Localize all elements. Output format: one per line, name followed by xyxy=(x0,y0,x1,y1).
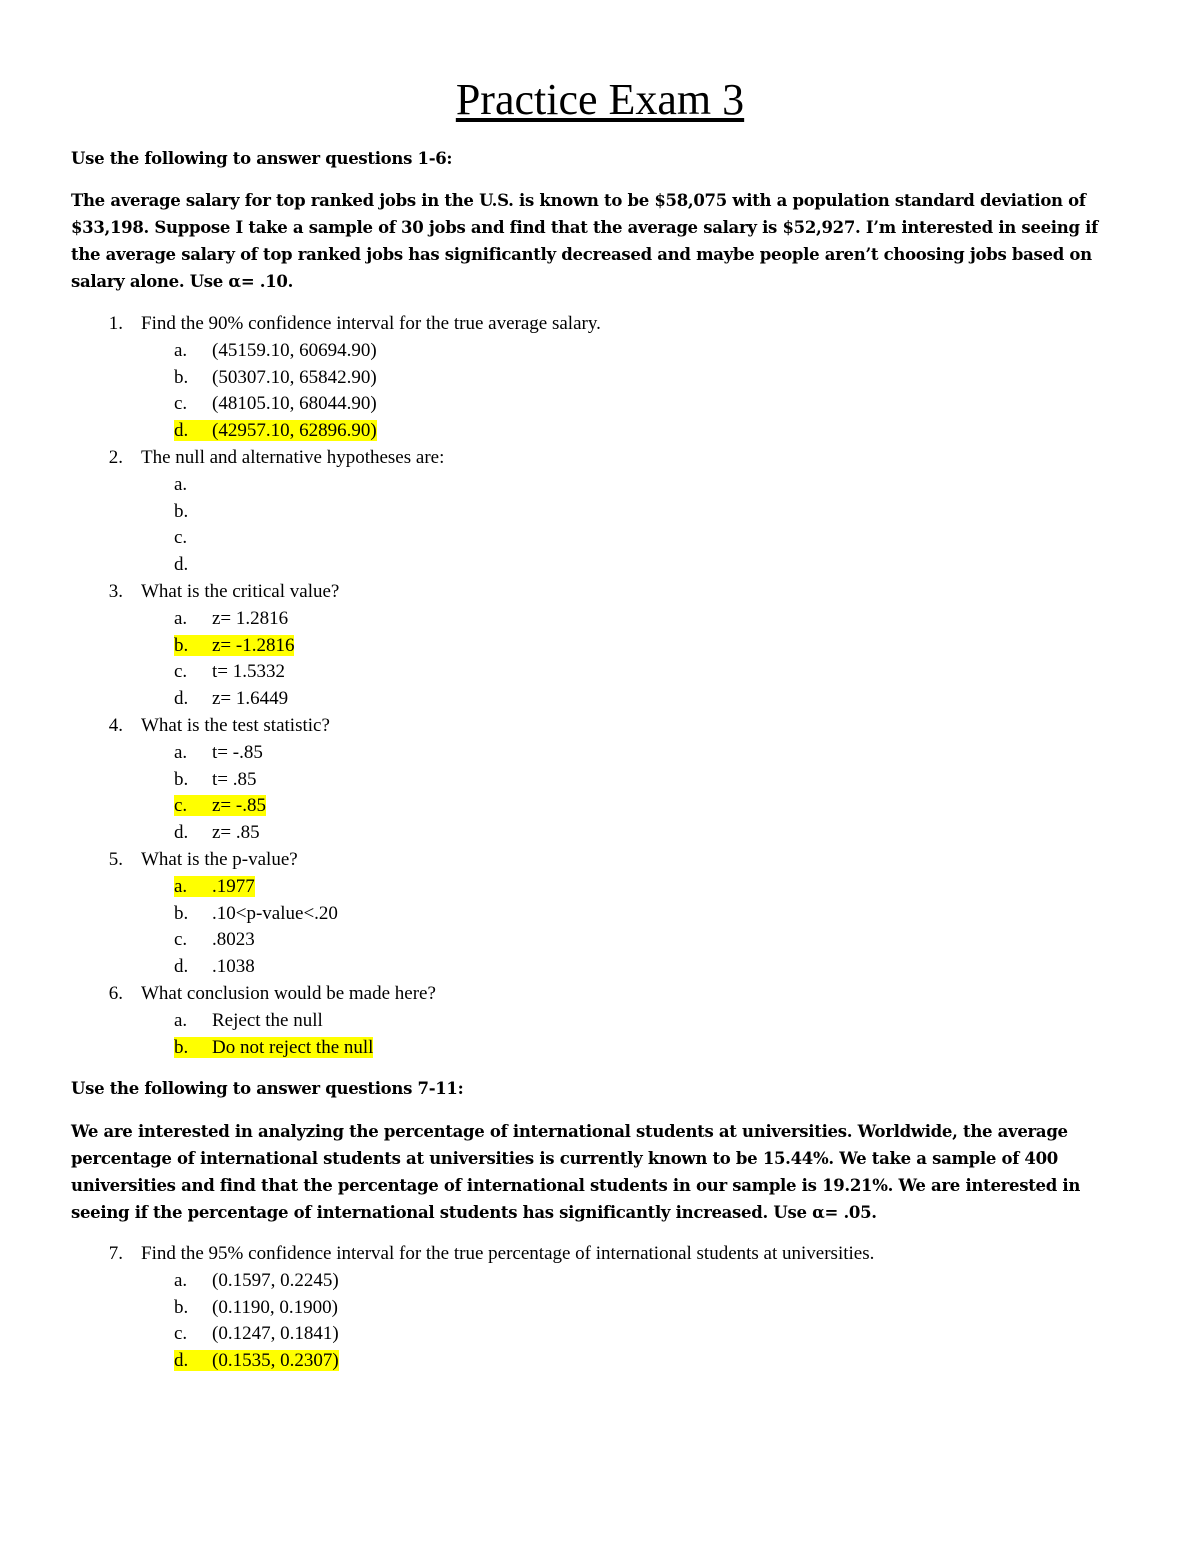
answer-option xyxy=(174,552,212,578)
answer-option xyxy=(174,767,257,793)
option-text: .8023 xyxy=(212,929,255,951)
option-text: (0.1190, 0.1900) xyxy=(212,1296,338,1318)
answer-option-content xyxy=(174,956,255,977)
answer-option xyxy=(174,793,266,819)
option-text: Reject the null xyxy=(212,1009,323,1031)
option-letter: c. xyxy=(174,527,188,549)
answer-option-content xyxy=(174,367,377,388)
highlighted-answer xyxy=(174,635,294,656)
question-number: 1. xyxy=(108,313,123,334)
option-letter: c. xyxy=(174,1323,188,1345)
answer-option xyxy=(174,659,285,685)
answer-option-content xyxy=(174,527,212,548)
answer-option xyxy=(174,1008,323,1034)
answer-option-content xyxy=(174,554,212,575)
option-text: (0.1247, 0.1841) xyxy=(212,1323,339,1345)
answer-option-content xyxy=(174,903,338,924)
section2-prompt: We are interested in analyzing the percentage of international students at universities. Worldwide, the average percentage of international students at universities is currently known to be 15.44%. We take a sample of 400 universities and find that the percentage of international students in our sample is 19.21%. We are interested in seeing if the percentage of international students has significantly increased. Use α= .05. xyxy=(71,1122,1081,1222)
answer-option-content xyxy=(174,661,285,682)
option-letter: d. xyxy=(174,554,189,576)
answer-option xyxy=(174,686,288,712)
option-letter: b. xyxy=(174,500,189,522)
answer-option xyxy=(174,525,212,551)
option-text: (0.1535, 0.2307) xyxy=(212,1350,339,1372)
section2-heading: Use the following to answer questions 7-11: xyxy=(71,1079,464,1098)
question-text: What is the p-value? xyxy=(141,849,298,870)
option-letter: b. xyxy=(174,902,189,924)
option-letter: a. xyxy=(174,1269,188,1291)
section1-heading: Use the following to answer questions 1-6: xyxy=(71,149,453,168)
option-letter: c. xyxy=(174,929,188,951)
highlighted-answer xyxy=(174,1350,339,1371)
answer-option xyxy=(174,633,294,659)
option-letter: a. xyxy=(174,875,188,897)
answer-option xyxy=(174,874,255,900)
option-text: (0.1597, 0.2245) xyxy=(212,1269,339,1291)
answer-option-content xyxy=(174,688,288,709)
option-text: (42957.10, 62896.90) xyxy=(212,420,377,442)
answer-option-content xyxy=(174,1297,338,1318)
option-letter: b. xyxy=(174,1296,189,1318)
question-number: 3. xyxy=(108,581,123,602)
answer-option xyxy=(174,927,255,953)
option-text: t= .85 xyxy=(212,768,257,790)
option-letter: a. xyxy=(174,741,188,763)
answer-option-content xyxy=(174,1270,339,1291)
question-text: What is the test statistic? xyxy=(141,715,330,736)
question-number: 5. xyxy=(108,849,123,870)
answer-option xyxy=(174,1035,373,1061)
answer-option xyxy=(174,820,260,846)
question-text: Find the 90% confidence interval for the true average salary. xyxy=(141,313,601,334)
option-text: z= -.85 xyxy=(212,795,266,817)
answer-option-content xyxy=(174,929,255,950)
option-letter: a. xyxy=(174,473,188,495)
page-title: Practice Exam 3 xyxy=(455,75,745,124)
highlighted-answer xyxy=(174,420,377,441)
option-text: z= .85 xyxy=(212,822,260,844)
option-text: Do not reject the null xyxy=(212,1036,374,1058)
question-number: 2. xyxy=(108,447,123,468)
answer-option xyxy=(174,338,377,364)
option-letter: b. xyxy=(174,1036,189,1058)
answer-option-content xyxy=(174,1323,339,1344)
highlighted-answer xyxy=(174,876,255,897)
option-letter: b. xyxy=(174,366,189,388)
answer-option xyxy=(174,391,377,417)
answer-option-content xyxy=(174,608,288,629)
option-letter: d. xyxy=(174,822,189,844)
answer-option xyxy=(174,606,288,632)
highlighted-answer xyxy=(174,1037,373,1058)
option-letter: d. xyxy=(174,420,189,442)
option-letter: b. xyxy=(174,634,189,656)
answer-option-content xyxy=(174,340,377,361)
question-number: 7. xyxy=(108,1243,123,1264)
answer-option xyxy=(174,901,338,927)
option-text: .1038 xyxy=(212,956,255,978)
answer-option-content xyxy=(174,393,377,414)
option-text: t= -.85 xyxy=(212,741,263,763)
question-text: What conclusion would be made here? xyxy=(141,983,436,1004)
option-text: t= 1.5332 xyxy=(212,661,285,683)
answer-option-content xyxy=(174,501,212,522)
question-text: Find the 95% confidence interval for the true percentage of international students at universities. xyxy=(141,1243,875,1264)
answer-option xyxy=(174,365,377,391)
option-text: (45159.10, 60694.90) xyxy=(212,339,377,361)
option-letter: a. xyxy=(174,339,188,361)
question-number: 4. xyxy=(108,715,123,736)
answer-option-content xyxy=(174,822,260,843)
option-letter: a. xyxy=(174,1009,188,1031)
option-letter: c. xyxy=(174,661,188,683)
answer-option-content xyxy=(174,769,257,790)
highlighted-answer xyxy=(174,795,266,816)
option-text: z= 1.2816 xyxy=(212,607,289,629)
answer-option xyxy=(174,1321,339,1347)
answer-option xyxy=(174,740,263,766)
option-text: (50307.10, 65842.90) xyxy=(212,366,377,388)
question-text: The null and alternative hypotheses are: xyxy=(141,447,445,468)
question-number: 6. xyxy=(108,983,123,1004)
question-text: What is the critical value? xyxy=(141,581,340,602)
answer-option-content xyxy=(174,742,263,763)
answer-option xyxy=(174,1348,339,1374)
option-letter: d. xyxy=(174,688,189,710)
answer-option-content xyxy=(174,474,212,495)
answer-option xyxy=(174,1295,338,1321)
answer-option xyxy=(174,472,212,498)
option-letter: c. xyxy=(174,795,188,817)
section1-prompt: The average salary for top ranked jobs in the U.S. is known to be $58,075 with a population standard deviation of $33,198. Suppose I take a sample of 30 jobs and find that the average salary is $52,927. I’m interested in seeing if the average salary of top ranked jobs has significantly decreased and maybe people aren’t choosing jobs based on salary alone. Use α= .10. xyxy=(71,191,1098,291)
option-text: (48105.10, 68044.90) xyxy=(212,393,377,415)
option-letter: d. xyxy=(174,1350,189,1372)
option-text: z= 1.6449 xyxy=(212,688,289,710)
option-letter: b. xyxy=(174,768,189,790)
answer-option-content xyxy=(174,1010,323,1031)
answer-option xyxy=(174,418,377,444)
option-text: .10<p-value<.20 xyxy=(212,902,338,924)
option-letter: a. xyxy=(174,607,188,629)
option-text: z= -1.2816 xyxy=(212,634,295,656)
answer-option xyxy=(174,1268,339,1294)
option-letter: c. xyxy=(174,393,188,415)
option-text: .1977 xyxy=(212,875,255,897)
answer-option xyxy=(174,499,212,525)
answer-option xyxy=(174,954,255,980)
option-letter: d. xyxy=(174,956,189,978)
